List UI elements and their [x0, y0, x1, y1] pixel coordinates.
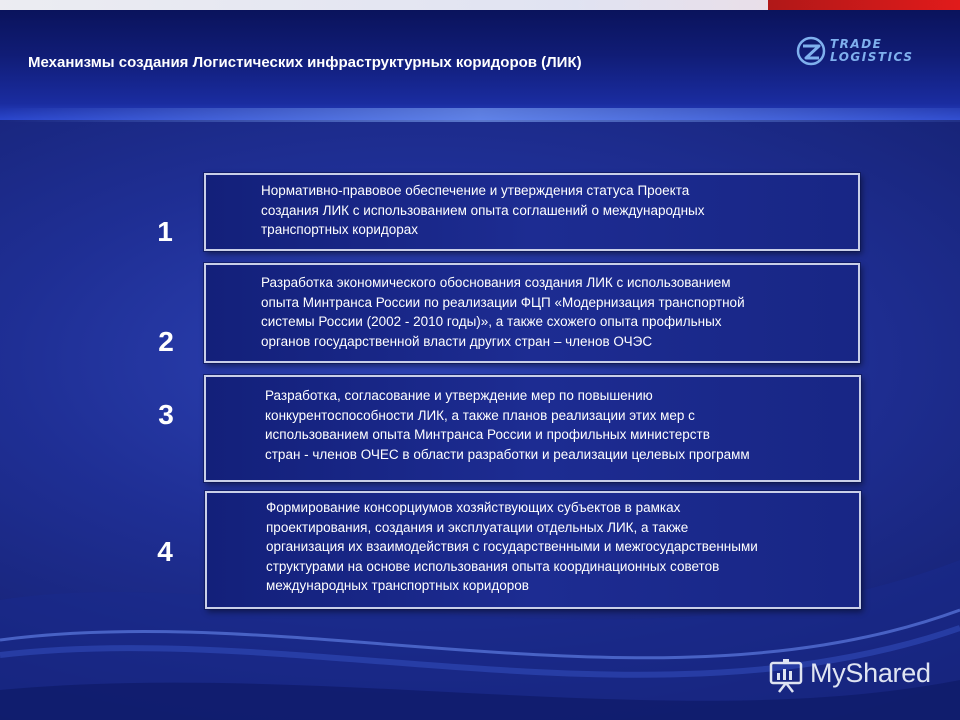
- slide-title: Механизмы создания Логистических инфраструктурных коридоров (ЛИК): [28, 54, 582, 71]
- logo-text: [830, 38, 914, 64]
- logo-line-2: LOGISTICS: [830, 50, 914, 64]
- myshared-watermark: [768, 654, 948, 698]
- item-number-4: 4: [157, 536, 173, 567]
- item-text-1: Нормативно-правовое обеспечение и утверждения статуса Проекта создания ЛИК с использованием опыта соглашений о международных транспортных коридорах: [261, 183, 705, 237]
- trade-logistics-logo: [796, 36, 946, 70]
- logo-line-1: TRADE: [830, 37, 883, 51]
- logo-emblem-icon: [796, 36, 826, 66]
- presentation-board-icon: [768, 658, 804, 694]
- item-number-1: 1: [157, 216, 173, 247]
- item-text-3: Разработка, согласование и утверждение мер по повышению конкурентоспособности ЛИК, а также планов реализации этих мер с использованием опыта Минтранса России и профильных министерств стран - членов ОЧЕС в области разработки и реализации целевых программ: [265, 388, 750, 462]
- item-number-3: 3: [158, 399, 174, 430]
- item-number-2: 2: [158, 326, 174, 357]
- item-text-2: Разработка экономического обоснования создания ЛИК с использованием опыта Минтранса России по реализации ФЦП «Модернизация транспортной системы России (2002 - 2010 годы)», а также схожего опыта профильных органов государственной власти других стран – членов ОЧЭС: [261, 275, 745, 349]
- watermark-text: MyShared: [810, 658, 931, 688]
- item-text-4: Формирование консорциумов хозяйствующих субъектов в рамках проектирования, создания и эксплуатации отдельных ЛИК, а также организация их взаимодействия с государственными и межгосударственными структурами на основе использования опыта координационных советов международных транспортных коридоров: [266, 500, 758, 593]
